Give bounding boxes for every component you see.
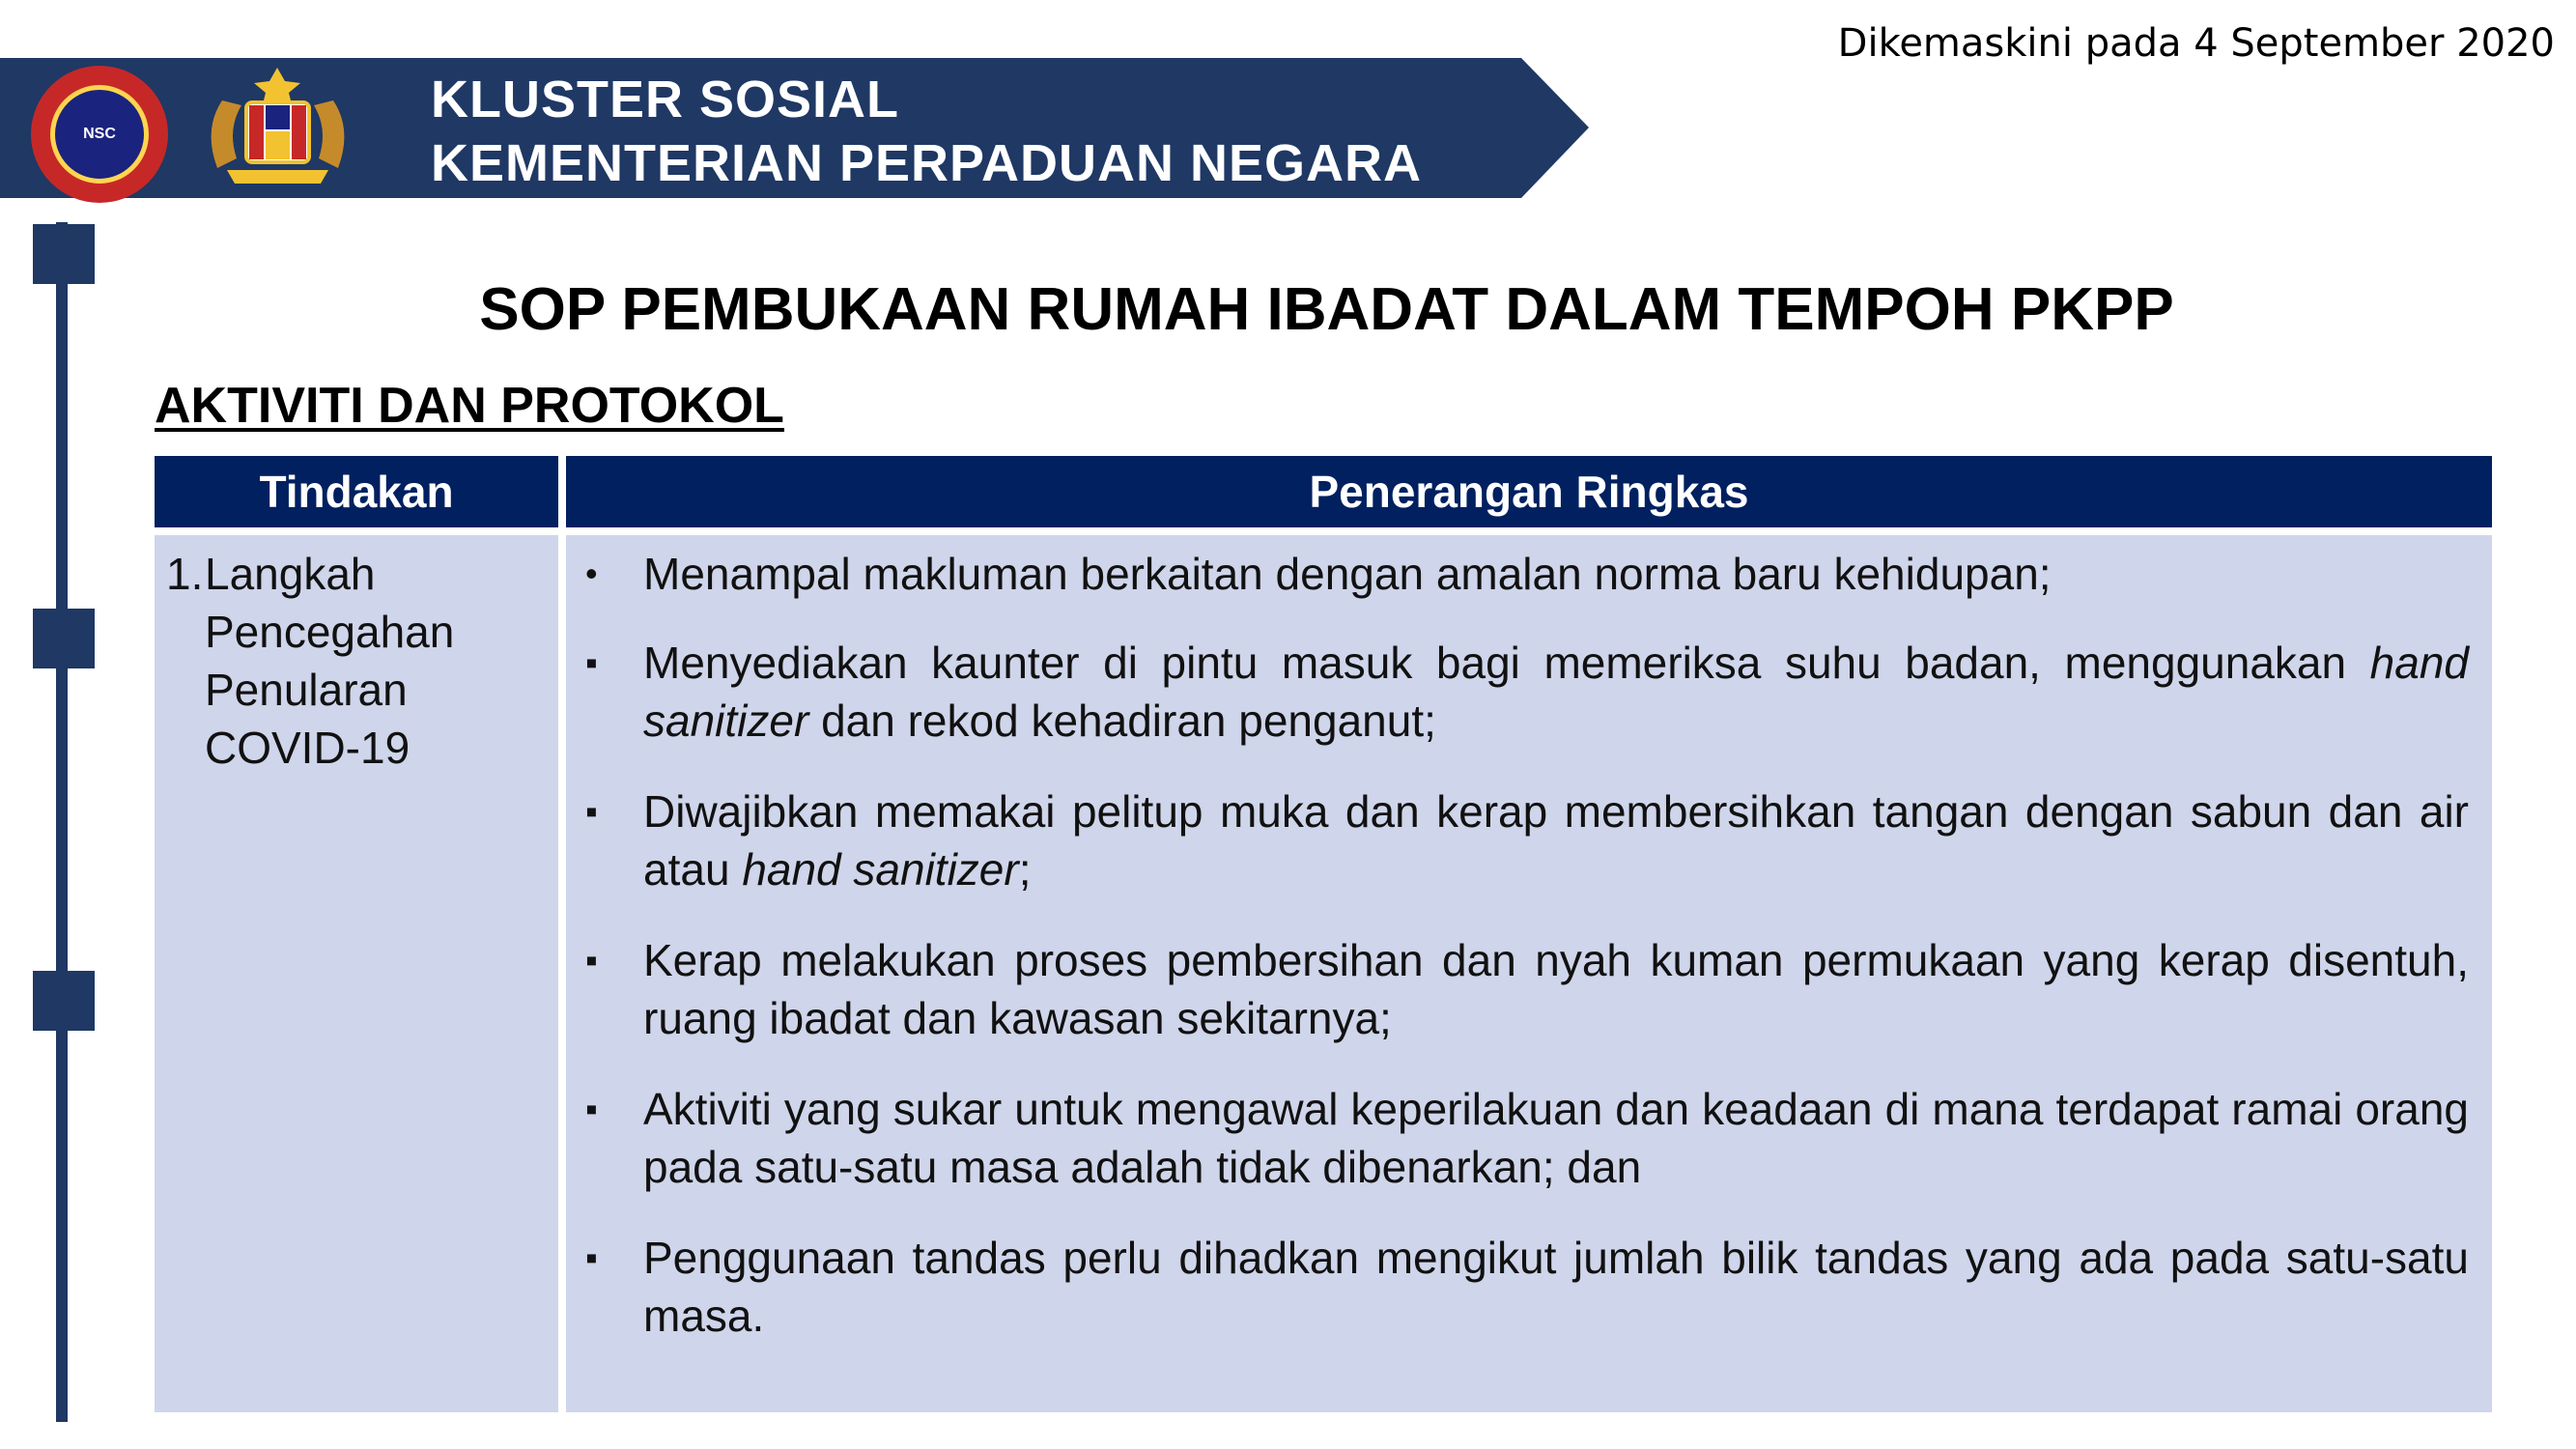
nsc-logo [31, 66, 168, 203]
page-title: SOP PEMBUKAAN RUMAH IBADAT DALAM TEMPOH PKPP [479, 276, 2174, 343]
bullet-text: Menyediakan kaunter di pintu masuk bagi memeriksa suhu badan, menggunakan hand sanitizer dan rekod kehadiran penganut; [643, 638, 2469, 746]
banner-line-1: KLUSTER SOSIAL [431, 71, 900, 128]
bullet-text: Aktiviti yang sukar untuk mengawal keperilakuan dan keadaan di mana terdapat ramai orang pada satu-satu masa adalah tidak dibenarkan; dan [643, 1084, 2469, 1192]
action-number: 1. [166, 549, 204, 599]
action-line: Pencegahan [205, 607, 455, 657]
banner-line-2: KEMENTERIAN PERPADUAN NEGARA [431, 134, 1423, 192]
bullet-text: Diwajibkan memakai pelitup muka dan kerap membersihkan tangan dengan sabun dan air atau hand sanitizer; [643, 786, 2469, 895]
header-tindakan: Tindakan [155, 456, 558, 527]
timeline-line [56, 222, 68, 1422]
coat-of-arms-logo [193, 62, 362, 189]
header-penerangan: Penerangan Ringkas [566, 456, 2492, 527]
action-line: Langkah [205, 549, 376, 599]
nsc-logo-label: NSC [50, 85, 149, 184]
action-text [166, 545, 454, 777]
action-line: Penularan [205, 665, 408, 715]
bullet-mark: ▪ [585, 1089, 598, 1128]
sop-table [155, 456, 2492, 1412]
timeline-marker [33, 609, 95, 668]
bullet-mark: ▪ [585, 791, 598, 831]
bullet-mark: ▪ [585, 1237, 598, 1277]
bullet-text: Penggunaan tandas perlu dihadkan mengikut jumlah bilik tandas yang ada pada satu-satu masa. [643, 1233, 2469, 1341]
bullet-mark: ▪ [585, 940, 598, 980]
bullet-text: Menampal makluman berkaitan dengan amalan norma baru kehidupan; [643, 549, 2052, 599]
section-title: AKTIVITI DAN PROTOKOL [155, 378, 784, 434]
updated-date: Dikemaskini pada 4 September 2020 [1837, 21, 2555, 66]
bullet-mark: • [585, 554, 598, 593]
bullet-text: Kerap melakukan proses pembersihan dan nyah kuman permukaan yang kerap disentuh, ruang ibadat dan kawasan sekitarnya; [643, 935, 2469, 1043]
bullet-mark: ▪ [585, 642, 598, 682]
timeline-marker [33, 971, 95, 1031]
action-line: COVID-19 [205, 723, 410, 773]
